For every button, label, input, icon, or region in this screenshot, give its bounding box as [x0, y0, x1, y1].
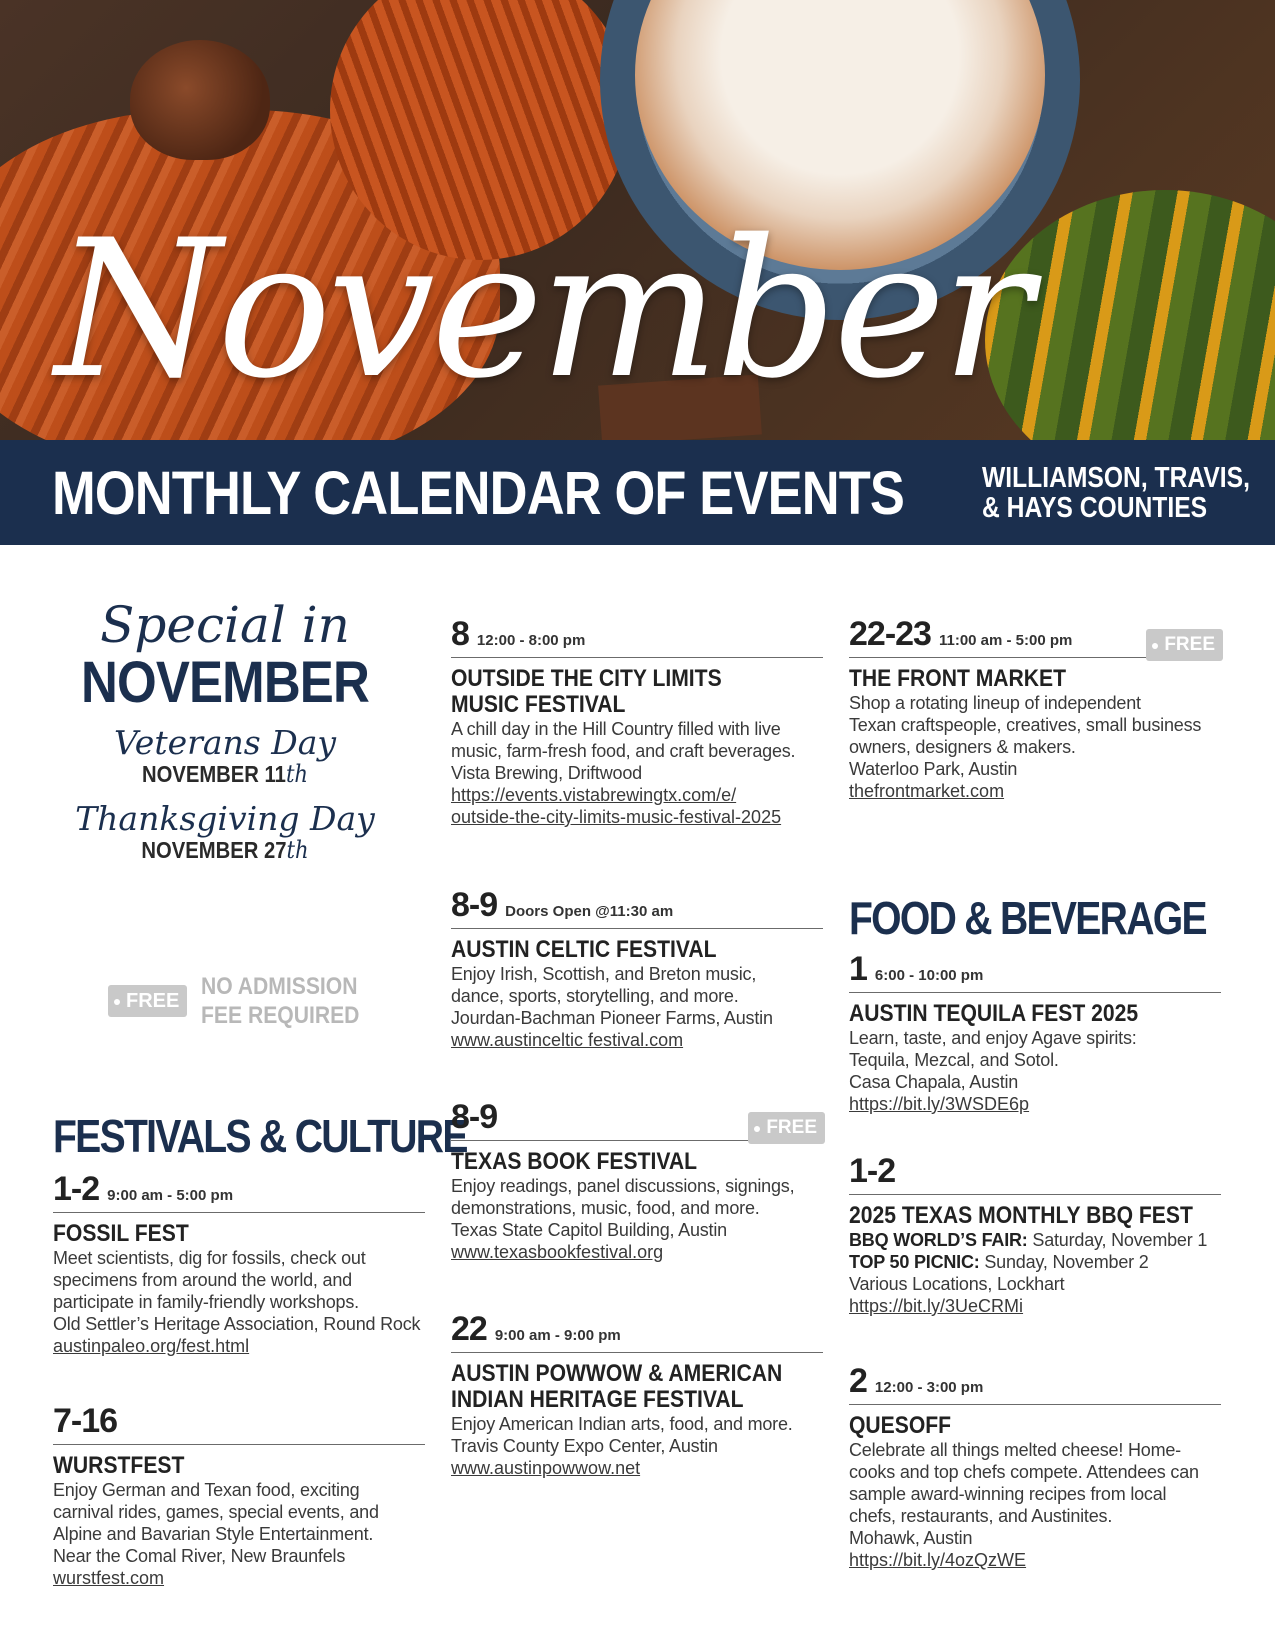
event-desc-line: Learn, taste, and enjoy Agave spirits:	[849, 1028, 1137, 1048]
event-time: 6:00 - 10:00 pm	[874, 967, 984, 984]
no-admission-line1: NO ADMISSION	[201, 973, 358, 1000]
event-time: 12:00 - 8:00 pm	[476, 632, 586, 649]
event-fossil-fest	[53, 1170, 425, 1357]
event-header	[849, 1152, 1221, 1195]
event-location: Old Settler’s Heritage Association, Round Rock	[53, 1314, 421, 1334]
special-in-november	[60, 595, 390, 863]
holiday-thanksgiving-date	[80, 837, 370, 863]
event-date: 8-9	[451, 1098, 498, 1136]
event-title-line2: INDIAN HERITAGE FESTIVAL	[451, 1386, 744, 1413]
event-location: Various Locations, Lockhart	[849, 1274, 1065, 1294]
event-title: AUSTIN CELTIC FESTIVAL	[451, 936, 717, 963]
schedule-label: BBQ WORLD’S FAIR:	[849, 1230, 1028, 1250]
event-desc-line: Enjoy American Indian arts, food, and more.	[451, 1414, 793, 1434]
event-date: 22-23	[849, 615, 931, 653]
event-title-line2: MUSIC FESTIVAL	[451, 691, 626, 718]
event-schedule-line	[849, 1251, 1221, 1273]
event-desc-line: sample award-winning recipes from local	[849, 1484, 1167, 1504]
event-time: 9:00 am - 9:00 pm	[494, 1327, 621, 1344]
event-quesoff	[849, 1362, 1221, 1571]
free-legend	[108, 972, 381, 1030]
event-desc-line: Enjoy Irish, Scottish, and Breton music,	[451, 964, 757, 984]
event-desc-line: cooks and top chefs compete. Attendees can	[849, 1462, 1199, 1482]
event-texas-book-festival	[451, 1098, 823, 1263]
no-admission-text	[201, 972, 359, 1030]
holiday-thanksgiving-suffix: th	[286, 836, 309, 864]
event-header	[849, 615, 1221, 658]
event-wurstfest	[53, 1402, 425, 1589]
event-title-line1: OUTSIDE THE CITY LIMITS	[451, 665, 722, 692]
event-location: Waterloo Park, Austin	[849, 759, 1018, 779]
banner-counties-line1: WILLIAMSON, TRAVIS,	[982, 461, 1250, 494]
event-desc-line: carnival rides, games, special events, and	[53, 1502, 379, 1522]
event-header	[451, 1098, 823, 1141]
event-desc-line: Alpine and Bavarian Style Entertainment.	[53, 1524, 374, 1544]
holiday-thanksgiving-day: NOVEMBER 27	[141, 837, 287, 863]
event-link[interactable]: www.austinpowwow.net	[451, 1458, 641, 1478]
event-link[interactable]: austinpaleo.org/fest.html	[53, 1336, 250, 1356]
event-desc-line: participate in family-friendly workshops.	[53, 1292, 359, 1312]
event-location: Texas State Capitol Building, Austin	[451, 1220, 727, 1240]
event-texas-monthly-bbq-fest	[849, 1152, 1221, 1317]
event-link-line1[interactable]: https://events.vistabrewingtx.com/e/	[451, 785, 737, 805]
event-location: Vista Brewing, Driftwood	[451, 763, 642, 783]
event-date: 8-9	[451, 886, 498, 924]
event-header	[53, 1402, 425, 1445]
event-title: THE FRONT MARKET	[849, 665, 1067, 692]
special-script: Special in	[100, 596, 350, 654]
event-austin-celtic-festival	[451, 886, 823, 1051]
event-title: FOSSIL FEST	[53, 1220, 189, 1247]
event-date: 22	[451, 1310, 487, 1348]
event-link[interactable]: https://bit.ly/3UeCRMi	[849, 1296, 1024, 1316]
event-title: QUESOFF	[849, 1412, 952, 1439]
event-date: 2	[849, 1362, 867, 1400]
event-title-line1: AUSTIN POWWOW & AMERICAN	[451, 1360, 783, 1387]
event-desc-line: Shop a rotating lineup of independent	[849, 693, 1141, 713]
event-link[interactable]: www.austinceltic festival.com	[451, 1030, 684, 1050]
event-desc-line: specimens from around the world, and	[53, 1270, 352, 1290]
event-front-market	[849, 615, 1221, 802]
chestnut-decoration	[130, 40, 270, 160]
event-header	[849, 1362, 1221, 1405]
schedule-value: Sunday, November 2	[979, 1252, 1149, 1272]
free-tag-icon: FREE	[748, 1112, 825, 1144]
banner-counties-line2: & HAYS COUNTIES	[982, 491, 1208, 524]
event-outside-city-limits	[451, 615, 823, 828]
event-header	[53, 1170, 425, 1213]
event-austin-tequila-fest	[849, 950, 1221, 1115]
event-austin-powwow	[451, 1310, 823, 1479]
event-time: 9:00 am - 5:00 pm	[107, 1187, 234, 1204]
holiday-veterans-day: NOVEMBER 11	[141, 761, 286, 787]
no-admission-line2: FEE REQUIRED	[201, 1002, 360, 1029]
event-date: 1-2	[53, 1170, 100, 1208]
holiday-veterans-name: Veterans Day	[113, 723, 337, 762]
event-link[interactable]: thefrontmarket.com	[849, 781, 1005, 801]
event-date: 1-2	[849, 1152, 896, 1190]
event-header	[451, 1310, 823, 1353]
hero-title: November	[55, 199, 1029, 420]
event-location: Mohawk, Austin	[849, 1528, 973, 1548]
special-month: NOVEMBER	[81, 650, 369, 715]
hero-image	[0, 0, 1275, 440]
event-title: 2025 TEXAS MONTHLY BBQ FEST	[849, 1202, 1193, 1229]
event-desc-line: Meet scientists, dig for fossils, check out	[53, 1248, 366, 1268]
event-desc-line: Enjoy readings, panel discussions, signings,	[451, 1176, 795, 1196]
event-date: 1	[849, 950, 867, 988]
event-desc-line: dance, sports, storytelling, and more.	[451, 986, 739, 1006]
event-link[interactable]: wurstfest.com	[53, 1568, 165, 1588]
event-link[interactable]: https://bit.ly/3WSDE6p	[849, 1094, 1030, 1114]
event-desc-line: chefs, restaurants, and Austinites.	[849, 1506, 1113, 1526]
event-time: 11:00 am - 5:00 pm	[938, 632, 1073, 649]
event-time: Doors Open @11:30 am	[505, 903, 674, 920]
event-location: Travis County Expo Center, Austin	[451, 1436, 718, 1456]
event-link-line2[interactable]: outside-the-city-limits-music-festival-2025	[451, 807, 782, 827]
event-desc-line: music, farm-fresh food, and craft beverages.	[451, 741, 796, 761]
schedule-label: TOP 50 PICNIC:	[849, 1252, 980, 1272]
event-title: TEXAS BOOK FESTIVAL	[451, 1148, 698, 1175]
festivals-heading: FESTIVALS & CULTURE	[53, 1110, 467, 1162]
banner-counties	[982, 463, 1250, 523]
event-location: Jourdan-Bachman Pioneer Farms, Austin	[451, 1008, 773, 1028]
event-location: Near the Comal River, New Braunfels	[53, 1546, 346, 1566]
free-tag-icon: FREE	[1146, 629, 1223, 661]
event-link[interactable]: https://bit.ly/4ozQzWE	[849, 1550, 1027, 1570]
event-time: 12:00 - 3:00 pm	[874, 1379, 984, 1396]
event-date: 7-16	[53, 1402, 118, 1440]
event-desc-line: owners, designers & makers.	[849, 737, 1076, 757]
holiday-thanksgiving-name: Thanksgiving Day	[75, 799, 375, 838]
event-schedule-line	[849, 1229, 1221, 1251]
holiday-veterans-suffix: th	[285, 760, 309, 788]
food-beverage-heading: FOOD & BEVERAGE	[849, 892, 1206, 944]
event-title: WURSTFEST	[53, 1452, 185, 1479]
free-tag-icon: FREE	[108, 985, 187, 1017]
schedule-value: Saturday, November 1	[1027, 1230, 1208, 1250]
banner-title: MONTHLY CALENDAR OF EVENTS	[52, 458, 905, 527]
event-header	[451, 886, 823, 929]
event-desc-line: demonstrations, music, food, and more.	[451, 1198, 760, 1218]
event-header	[451, 615, 823, 658]
event-desc-line: Celebrate all things melted cheese! Home-	[849, 1440, 1181, 1460]
event-title: AUSTIN TEQUILA FEST 2025	[849, 1000, 1139, 1027]
event-desc-line: Tequila, Mezcal, and Sotol.	[849, 1050, 1059, 1070]
holiday-veterans-date	[80, 761, 370, 787]
event-desc-line: Texan craftspeople, creatives, small business	[849, 715, 1202, 735]
header-banner	[0, 440, 1275, 545]
event-desc-line: A chill day in the Hill Country filled with live	[451, 719, 781, 739]
event-date: 8	[451, 615, 469, 653]
event-desc-line: Enjoy German and Texan food, exciting	[53, 1480, 360, 1500]
event-header	[849, 950, 1221, 993]
event-link[interactable]: www.texasbookfestival.org	[451, 1242, 664, 1262]
event-location: Casa Chapala, Austin	[849, 1072, 1019, 1092]
